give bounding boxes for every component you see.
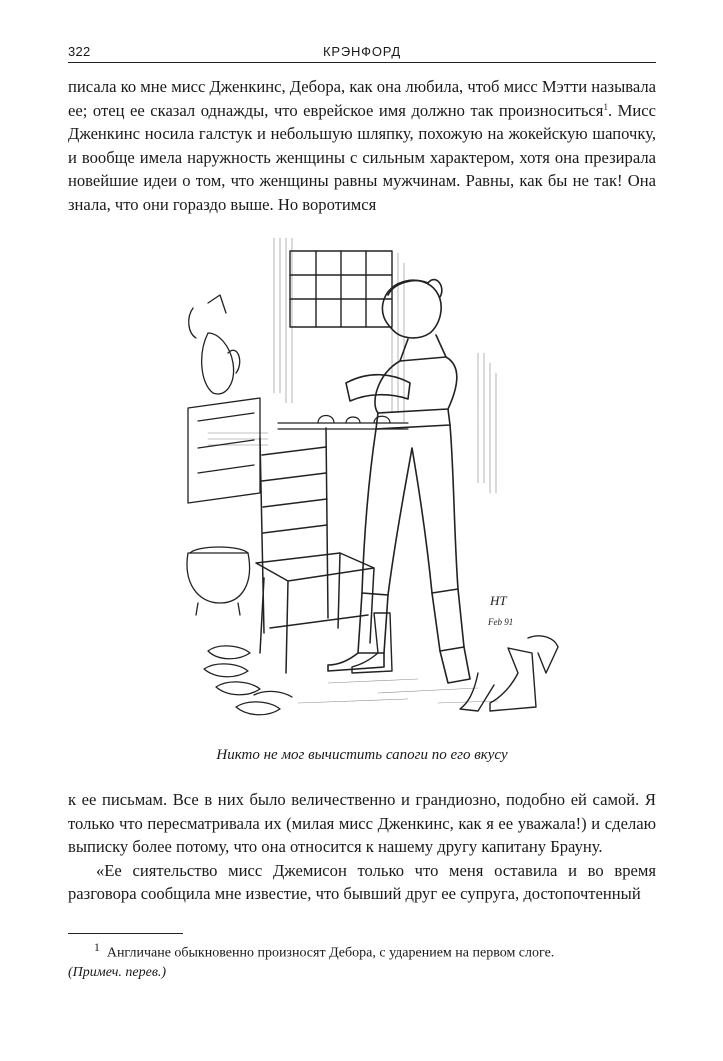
paragraph-1 <box>68 75 656 216</box>
paragraph-3: «Ее сиятельство мисс Джемисон только что меня оставила и во время разговора сообщила мне известие, что бывший друг ее супруга, достопочтенный <box>68 860 656 903</box>
body-text-bottom <box>68 788 656 906</box>
translator-note: (Примеч. перев.) <box>68 964 167 980</box>
ladder-back-chair <box>256 428 374 673</box>
footnote-marker: 1 <box>94 941 100 954</box>
footnote-text: Англичане обыкновенно произносят Дебора, с ударением на первом слоге. <box>106 945 555 961</box>
window <box>290 251 392 327</box>
running-title: КРЭНФОРД <box>323 44 401 59</box>
dresser <box>188 295 260 503</box>
page-number: 322 <box>68 44 91 59</box>
paragraph-1-text: писала ко мне мисс Дженкинс, Дебора, как она любила, чтоб мисс Мэтти называла ее; отец ее сказал однажды, что еврейское имя должно так произноситься <box>68 77 657 120</box>
shoes-floor <box>204 646 292 715</box>
shelf-teacups <box>278 416 408 430</box>
footnote-rule <box>68 933 183 934</box>
body-text-top <box>68 75 656 216</box>
artist-monogram: HT <box>490 593 507 608</box>
wall-hatching <box>208 238 496 493</box>
footnote-line <box>68 938 656 963</box>
artist-date: Feb 91 <box>488 617 514 627</box>
footnote-reference: 1 <box>603 101 608 112</box>
footnote <box>68 938 656 982</box>
illustration-caption: Никто не мог вычистить сапоги по его вкусу <box>216 747 508 763</box>
man-figure <box>328 280 470 683</box>
boots-right <box>460 636 558 711</box>
running-header <box>68 42 656 63</box>
illustration-man-with-boots <box>178 233 578 723</box>
paragraph-2: к ее письмам. Все в них было величественно и грандиозно, подобно ей самой. Я только что пересматривала их (милая мисс Дженкинс, как я ее уважала!) и сделаю выписку более потому, что она относится к нашему другу капитану Брауну. <box>68 790 656 856</box>
paragraph-1-text-continued: . Мисс Дженкинс носила галстук и небольшую шляпку, похожую на жокейскую шапочку, и вообще имела наружность женщины с сильным характером, хотя она презирала новейшие идеи о том, что женщины равны мужчинам. Равны, как бы не так! Она знала, что они гораздо выше. Но воротимся <box>68 100 656 214</box>
cauldron <box>187 547 250 615</box>
